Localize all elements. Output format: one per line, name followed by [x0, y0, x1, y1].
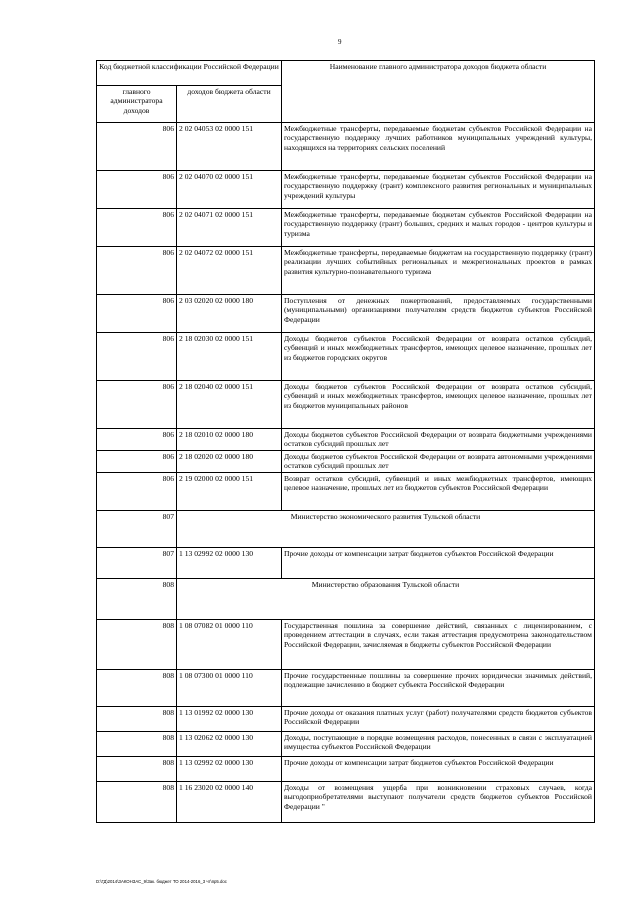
- admin-code-cell: 807: [97, 511, 177, 548]
- ministry-row: [97, 511, 595, 548]
- admin-code-cell: 806: [97, 451, 177, 473]
- revenue-name-cell: Прочие государственные пошлины за совершение прочих юридически значимых действий, подлежащие зачислению в бюджет субъекта Российской Федерации: [282, 670, 595, 707]
- table-row: [97, 209, 595, 247]
- header-revenue-column: доходов бюджета области: [177, 86, 282, 123]
- revenue-name-cell: Доходы бюджетов субъектов Российской Федерации от возврата автономными учреждениями остатков субсидий прошлых лет: [282, 451, 595, 473]
- header-name-column: Наименование главного администратора доходов бюджета области: [282, 61, 595, 123]
- ministry-row: [97, 579, 595, 620]
- admin-code-cell: 806: [97, 171, 177, 209]
- page-number: 9: [338, 38, 342, 46]
- admin-code-cell: 806: [97, 381, 177, 429]
- revenue-code-cell: 1 16 23020 02 0000 140: [177, 782, 282, 823]
- table-row: [97, 429, 595, 451]
- table-row: [97, 782, 595, 823]
- revenue-code-cell: 1 08 07082 01 0000 110: [177, 620, 282, 670]
- table-row: [97, 620, 595, 670]
- revenue-code-cell: 2 03 02020 02 0000 180: [177, 295, 282, 333]
- revenue-code-cell: 2 02 04072 02 0000 151: [177, 247, 282, 295]
- admin-code-cell: 808: [97, 757, 177, 782]
- admin-code-cell: 806: [97, 429, 177, 451]
- revenue-name-cell: Прочие доходы от компенсации затрат бюджетов субъектов Российской Федерации: [282, 548, 595, 579]
- revenue-name-cell: Прочие доходы от оказания платных услуг (работ) получателями средств бюджетов субъектов Российской Федерации: [282, 707, 595, 732]
- revenue-code-cell: 2 02 04053 02 0000 151: [177, 123, 282, 171]
- admin-code-cell: 806: [97, 295, 177, 333]
- revenue-name-cell: Доходы, поступающие в порядке возмещения расходов, понесенных в связи с эксплуатацией имущества субъектов Российской Федерации: [282, 732, 595, 757]
- revenue-code-cell: 1 13 02992 02 0000 130: [177, 757, 282, 782]
- table-row: [97, 295, 595, 333]
- admin-code-cell: 808: [97, 732, 177, 757]
- revenue-name-cell: Межбюджетные трансферты, передаваемые бюджетам субъектов Российской Федерации на государственную поддержку (грант) комплексного развития региональных и муниципальных учреждений культуры: [282, 171, 595, 209]
- admin-code-cell: 807: [97, 548, 177, 579]
- revenue-name-cell: Доходы бюджетов субъектов Российской Федерации от возврата остатков субсидий, субвенций и иных межбюджетных трансфертов, имеющих целевое назначение, прошлых лет из бюджетов городских округов: [282, 333, 595, 381]
- revenue-name-cell: Межбюджетные трансферты, передаваемые бюджетам субъектов Российской Федерации на государственную поддержку (грант) больших, средних и малых городов - центров культуры и туризма: [282, 209, 595, 247]
- table-row: [97, 732, 595, 757]
- revenue-code-cell: 1 13 01992 02 0000 130: [177, 707, 282, 732]
- table-row: [97, 171, 595, 209]
- table-row: [97, 757, 595, 782]
- revenue-code-cell: 1 13 02992 02 0000 130: [177, 548, 282, 579]
- admin-code-cell: 808: [97, 707, 177, 732]
- table-row: [97, 247, 595, 295]
- revenue-code-cell: 2 02 04070 02 0000 151: [177, 171, 282, 209]
- admin-code-cell: 808: [97, 620, 177, 670]
- table-row: [97, 707, 595, 732]
- admin-code-cell: 808: [97, 579, 177, 620]
- revenue-code-cell: 1 13 02062 02 0000 130: [177, 732, 282, 757]
- table-row: [97, 451, 595, 473]
- table-row: [97, 548, 595, 579]
- revenue-code-cell: 2 18 02040 02 0000 151: [177, 381, 282, 429]
- admin-code-cell: 808: [97, 670, 177, 707]
- revenue-name-cell: Прочие доходы от компенсации затрат бюджетов субъектов Российской Федерации: [282, 757, 595, 782]
- revenue-code-cell: 2 18 02010 02 0000 180: [177, 429, 282, 451]
- revenue-name-cell: Поступления от денежных пожертвований, предоставляемых государственными (муниципальными) организациями получателям средств бюджетов субъектов Российской Федерации: [282, 295, 595, 333]
- header-code-group: Код бюджетной классификации Российской Федерации: [97, 61, 282, 86]
- file-path-footer: D:\ГД\2014\ЗАКОНЗАС_9\Зак. бюджет ТО 2014-2016_3 чт\пр5.doc: [96, 879, 227, 884]
- revenue-name-cell: Доходы бюджетов субъектов Российской Федерации от возврата остатков субсидий, субвенций и иных межбюджетных трансфертов, имеющих целевое назначение, прошлых лет из бюджетов муниципальных районов: [282, 381, 595, 429]
- revenue-name-cell: Доходы от возмещения ущерба при возникновении страховых случаев, когда выгодоприобретателями выступают получатели средств бюджетов субъектов Российской Федерации ": [282, 782, 595, 823]
- revenue-code-cell: 1 08 07300 01 0000 110: [177, 670, 282, 707]
- table-row: [97, 123, 595, 171]
- header-admin-column: главного администратора доходов: [97, 86, 177, 123]
- table-row: [97, 670, 595, 707]
- admin-code-cell: 808: [97, 782, 177, 823]
- revenue-code-cell: 2 02 04071 02 0000 151: [177, 209, 282, 247]
- ministry-name-cell: Министерство экономического развития Тульской области: [177, 511, 595, 548]
- table-row: [97, 333, 595, 381]
- revenue-name-cell: Государственная пошлина за совершение действий, связанных с лицензированием, с проведением аттестации в случаях, если такая аттестация предусмотрена законодательством Российской Федерации, зачисляемая в бюджеты субъектов Российской Федерации: [282, 620, 595, 670]
- admin-code-cell: 806: [97, 333, 177, 381]
- table-row: [97, 473, 595, 511]
- revenue-code-cell: 2 18 02020 02 0000 180: [177, 451, 282, 473]
- revenue-name-cell: Межбюджетные трансферты, передаваемые бюджетам субъектов Российской Федерации на государственную поддержку лучших работников муниципальных учреждений культуры, находящихся на территориях сельских поселений: [282, 123, 595, 171]
- admin-code-cell: 806: [97, 209, 177, 247]
- revenue-code-cell: 2 19 02000 02 0000 151: [177, 473, 282, 511]
- admin-code-cell: 806: [97, 247, 177, 295]
- admin-code-cell: 806: [97, 123, 177, 171]
- table-row: [97, 381, 595, 429]
- ministry-name-cell: Министерство образования Тульской области: [177, 579, 595, 620]
- revenue-name-cell: Возврат остатков субсидий, субвенций и иных межбюджетных трансфертов, имеющих целевое назначение, прошлых лет из бюджетов субъектов Российской Федерации: [282, 473, 595, 511]
- admin-code-cell: 806: [97, 473, 177, 511]
- revenue-name-cell: Межбюджетные трансферты, передаваемые бюджетам на государственную поддержку (грант) реализации лучших событийных региональных и межрегиональных проектов в рамках развития культурно-познавательного туризма: [282, 247, 595, 295]
- table-header-row: [97, 61, 595, 86]
- revenue-code-cell: 2 18 02030 02 0000 151: [177, 333, 282, 381]
- revenue-name-cell: Доходы бюджетов субъектов Российской Федерации от возврата бюджетными учреждениями остатков субсидий прошлых лет: [282, 429, 595, 451]
- budget-classification-table: [96, 60, 595, 823]
